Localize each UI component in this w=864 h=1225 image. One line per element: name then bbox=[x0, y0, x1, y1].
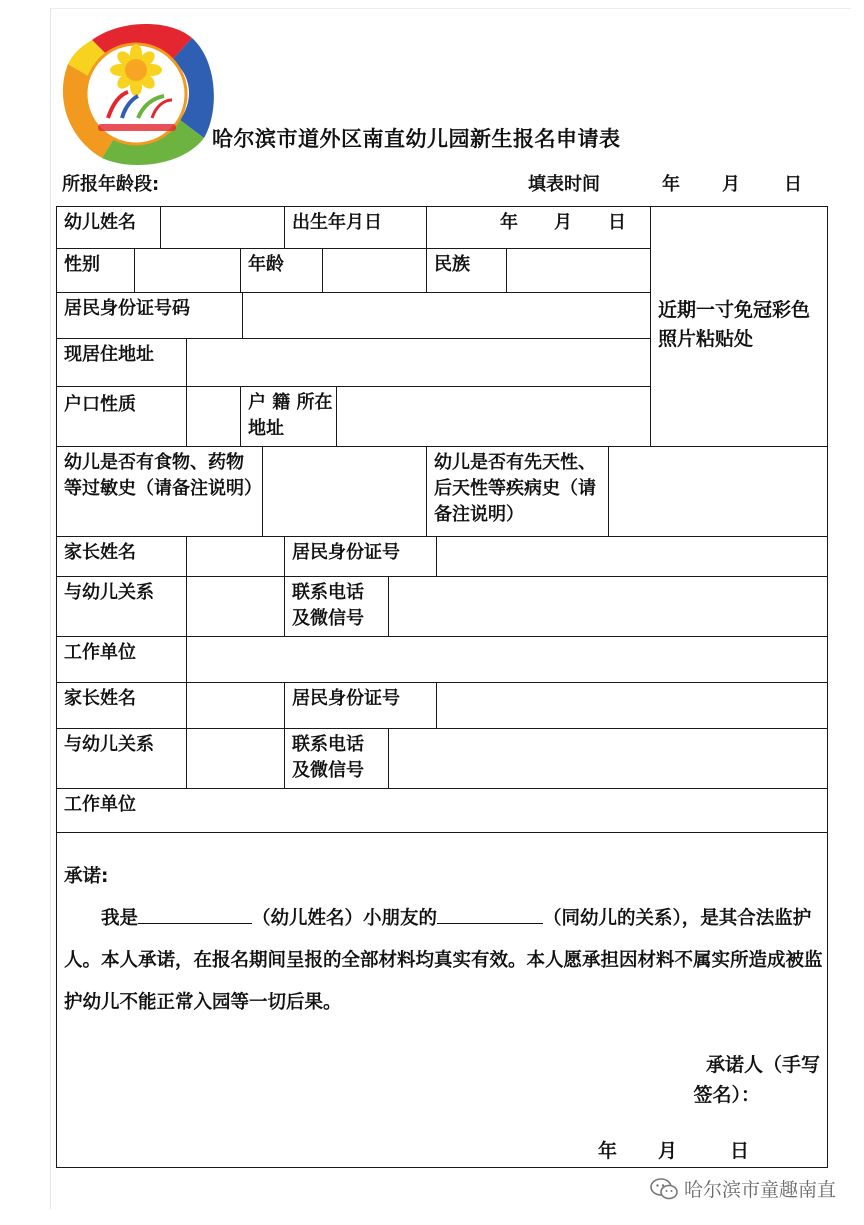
parent2-work-label: 工作单位 bbox=[64, 794, 136, 815]
birth-date-label: 出生年月日 bbox=[292, 212, 382, 233]
promise-part-2: （幼儿姓名）小朋友的 bbox=[252, 908, 438, 929]
parent2-relation-label: 与幼儿关系 bbox=[64, 734, 154, 755]
ethnicity-label: 民族 bbox=[434, 254, 470, 275]
birth-year-label: 年 bbox=[500, 212, 518, 233]
promise-heading: 承诺: bbox=[64, 866, 109, 887]
hukou-type-label: 户口性质 bbox=[64, 394, 136, 415]
id-number-label: 居民身份证号码 bbox=[64, 298, 190, 319]
photo-placeholder: 近期一寸免冠彩色照片粘贴处 bbox=[658, 299, 811, 350]
signer-label-line1: 承诺人（手写 bbox=[705, 1054, 820, 1076]
parent2-id-label: 居民身份证号 bbox=[292, 688, 400, 709]
fill-year-label: 年 bbox=[662, 174, 680, 195]
fill-day-label: 日 bbox=[784, 174, 802, 195]
age-group-label: 所报年龄段: bbox=[62, 174, 160, 195]
form-title: 哈尔滨市道外区南直幼儿园新生报名申请表 bbox=[212, 127, 621, 151]
birth-month-label: 月 bbox=[554, 212, 572, 233]
parent2-phone-label-1: 联系电话 bbox=[292, 734, 364, 755]
promise-part-1: 我是 bbox=[101, 908, 139, 929]
relation-blank bbox=[437, 905, 543, 924]
guardian-name-blank bbox=[138, 905, 252, 924]
address-label: 现居住地址 bbox=[64, 344, 154, 365]
watermark bbox=[650, 1175, 836, 1202]
signer-label bbox=[693, 1050, 820, 1110]
birth-day-label: 日 bbox=[608, 212, 626, 233]
watermark-text: 哈尔滨市童趣南直 bbox=[683, 1179, 836, 1201]
parent1-relation-label: 与幼儿关系 bbox=[64, 582, 154, 603]
hukou-address-label: 户 籍 所在地址 bbox=[248, 392, 333, 439]
parent1-work-label: 工作单位 bbox=[64, 642, 136, 663]
promise-text bbox=[64, 856, 824, 1024]
sign-month-label: 月 bbox=[658, 1140, 678, 1162]
disease-label: 幼儿是否有先天性、后天性等疾病史（请备注说明） bbox=[434, 452, 596, 525]
parent1-phone-label-1: 联系电话 bbox=[292, 582, 364, 603]
kindergarten-logo bbox=[52, 20, 216, 170]
age-label: 年龄 bbox=[248, 254, 284, 275]
wechat-icon bbox=[650, 1178, 678, 1200]
parent1-phone-label-2: 及微信号 bbox=[292, 608, 364, 629]
gender-label: 性别 bbox=[64, 254, 100, 275]
fill-month-label: 月 bbox=[722, 174, 740, 195]
child-name-label: 幼儿姓名 bbox=[64, 212, 136, 233]
fill-time-label: 填表时间 bbox=[528, 174, 600, 195]
sign-day-label: 日 bbox=[730, 1140, 750, 1162]
allergy-label: 幼儿是否有食物、药物等过敏史（请备注说明） bbox=[64, 452, 262, 499]
signer-label-line2: 签名）： bbox=[693, 1084, 760, 1106]
parent2-name-label: 家长姓名 bbox=[64, 688, 136, 709]
promise-section bbox=[56, 856, 828, 1056]
promise-part-3: （同幼儿的关系），是其合法监护人。本人承诺，在报名期间呈报的全部材料均真实有效。本人愿承担因材料不属实所造成被监护幼儿不能正常入园等一切后果。 bbox=[64, 908, 823, 1013]
application-form bbox=[56, 206, 828, 1168]
parent2-phone-label-2: 及微信号 bbox=[292, 760, 364, 781]
sign-year-label: 年 bbox=[598, 1140, 618, 1162]
parent1-id-label: 居民身份证号 bbox=[292, 542, 400, 563]
parent1-name-label: 家长姓名 bbox=[64, 542, 136, 563]
